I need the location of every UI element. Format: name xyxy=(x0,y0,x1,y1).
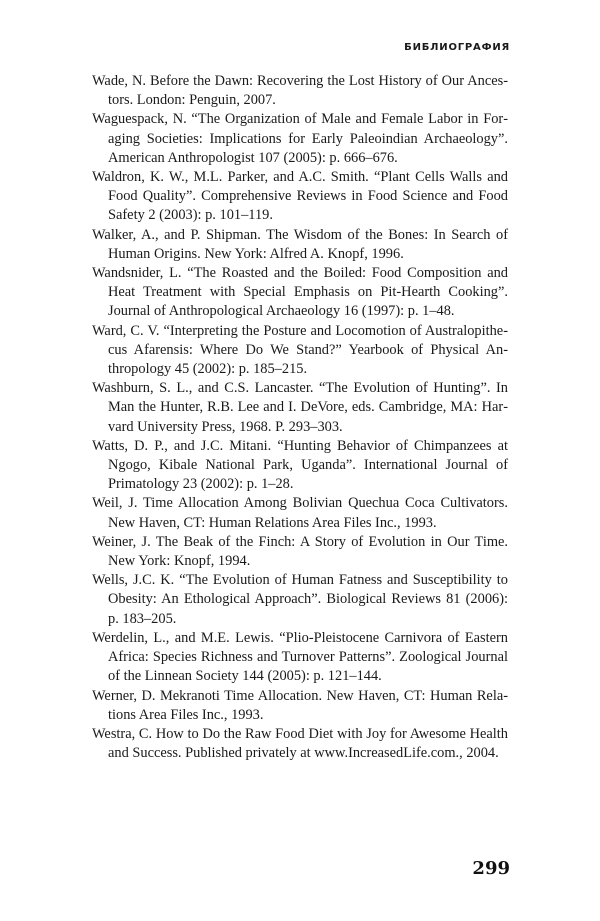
bibliography-entry: Washburn, S. L., and C.S. Lancaster. “The Evolution of Hunting”. In Man the Hunter, R.B. Lee and I. DeVore, eds. Cambridge, MA: Harvard University Press, 1968. P. 293–303. xyxy=(92,380,508,435)
bibliography-entry: Westra, C. How to Do the Raw Food Diet with Joy for Awesome Health and Success. Published privately at www.IncreasedLife.com., 2004. xyxy=(92,725,508,762)
bibliography-entry: Watts, D. P., and J.C. Mitani. “Hunting Behavior of Chimpanzees at Ngogo, Kibale National Park, Uganda”. International Journal of Primatology 23 (2002): p. 1–28. xyxy=(92,437,508,493)
bibliography-entry: Weil, J. Time Allocation Among Bolivian Quechua Coca Cultivators. New Haven, CT: Human Relations Area Files Inc., 1993. xyxy=(92,495,508,531)
bibliography-entry: Werdelin, L., and M.E. Lewis. “Plio-Pleistocene Carnivora of Eastern Africa: Species Richness and Turnover Patterns”. Zoological Journal of the Linnean Society 144 (2005): p. 121–144. xyxy=(92,629,508,685)
bibliography-entry: Wade, N. Before the Dawn: Recovering the Lost History of Our Ancestors. London: Penguin, 2007. xyxy=(92,73,508,109)
bibliography-entry: Wandsnider, L. “The Roasted and the Boiled: Food Composition and Heat Treatment with Special Emphasis on Pit-Hearth Cooking”. Journal of Anthropological Archaeology 16 (1997): p. 1–48. xyxy=(92,265,508,320)
bibliography-entry: Walker, A., and P. Shipman. The Wisdom of the Bones: In Search of Human Origins. New York: Alfred A. Knopf, 1996. xyxy=(92,226,508,262)
bibliography-entry: Waldron, K. W., M.L. Parker, and A.C. Smith. “Plant Cells Walls and Food Quality”. Comprehensive Reviews in Food Science and Food Safety 2 (2003): p. 101–119. xyxy=(92,169,508,224)
bibliography-entry: Weiner, J. The Beak of the Finch: A Story of Evolution in Our Time. New York: Knopf, 1994. xyxy=(92,533,508,570)
bibliography-entry: Ward, C. V. “Interpreting the Posture and Locomotion of Australopithecus Afarensis: Where Do We Stand?” Yearbook of Physical Anthropology 45 (2002): p. 185–215. xyxy=(92,322,508,378)
running-header: БИБЛИОГРАФИЯ xyxy=(404,42,510,53)
bibliography-entry: Waguespack, N. “The Organization of Male and Female Labor in Foraging Societies: Implications for Early Paleoindian Archaeology”. American Anthropologist 107 (2005): p. 666–676. xyxy=(92,111,508,166)
bibliography-entry: Werner, D. Mekranoti Time Allocation. New Haven, CT: Human Relations Area Files Inc., 1993. xyxy=(92,687,508,723)
bibliography-list xyxy=(92,72,508,763)
page-number: 299 xyxy=(472,858,510,879)
bibliography-entry: Wells, J.C. K. “The Evolution of Human Fatness and Susceptibility to Obesity: An Ethological Approach”. Biological Reviews 81 (2006): p. 183–205. xyxy=(92,572,508,627)
